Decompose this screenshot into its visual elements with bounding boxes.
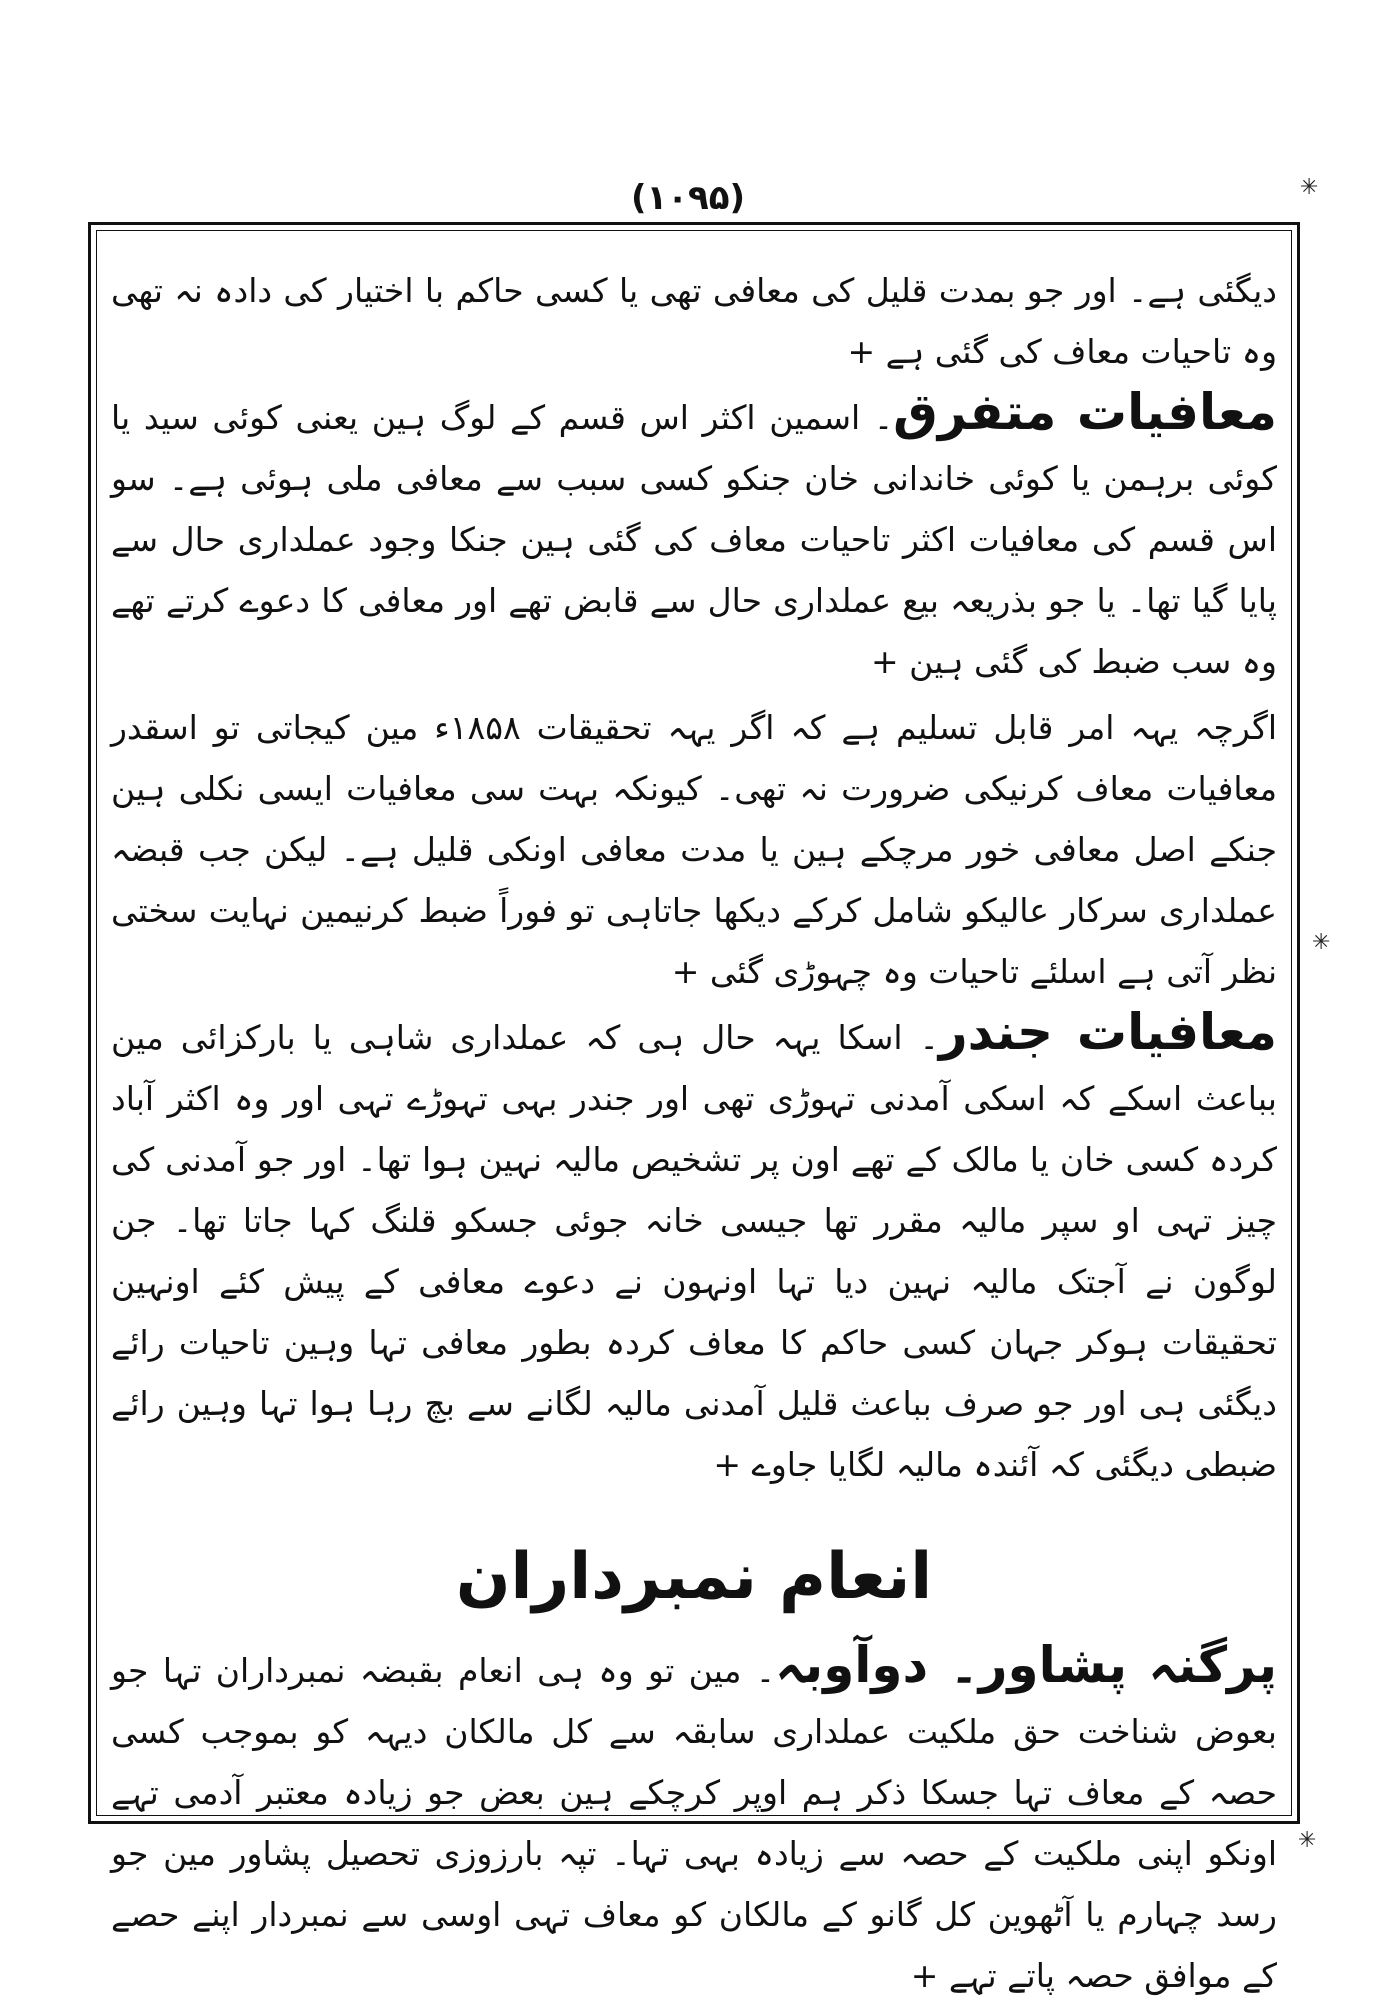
paragraph-text: ۔ اسمین اکثر اس قسم کے لوگ ہین یعنی کوئی سید یا کوئی برہمن یا کوئی خاندانی خان جنکو کسی سبب سے معافی ملی ہوئی ہے۔ سو اس قسم کی معافیات اکثر تاحیات معاف کی گئی ہین جنکا وجود عملداری حال سے پایا گیا تھا۔ یا جو بذریعہ بیع عملداری حال سے قابض تھے اور معافی کا دعوے کرتے تھے وہ سب ضبط کی گئی ہین + <box>111 398 1277 681</box>
text-frame <box>88 222 1300 1995</box>
paragraph-heading: معافیات جندر <box>938 1003 1278 1061</box>
paragraph-mill-grants <box>111 1002 1277 1495</box>
paragraph-peshawar-doaba <box>111 1635 1277 2006</box>
paragraph-heading: پرگنہ پشاور۔ دوآوبہ <box>775 1636 1278 1694</box>
paragraph-text: ۔ اسکا یہہ حال ہی کہ عملداری شاہی یا بارکزائی مین بباعث اسکے کہ اسکی آمدنی تہوڑی تھی اور جندر بہی تہوڑے تہی اور وہ اکثر آباد کردہ کسی خان یا مالک کے تھے اون پر تشخیص مالیہ نہین ہوا تھا۔ اور جو آمدنی کی چیز تہی او سپر مالیہ مقرر تھا جیسی خانہ جوئی جسکو قلنگ کہا جاتا تھا۔ جن لوگون نے آجتک مالیہ نہین دیا تہا اونہون نے دعوے معافی کے پیش کئے اونہین تحقیقات ہوکر جہان کسی حاکم کا معاف کردہ بطور معافی تہا وہین تاحیات رائے دیگئی ہی اور جو صرف بباعث قلیل آمدنی مالیہ لگانے سے بچ رہا ہوا تہا وہین رائے ضبطی دیگئی کہ آئندہ مالیہ لگایا جاوے + <box>111 1018 1277 1484</box>
paragraph-continuation <box>111 255 1277 382</box>
page-number: (۱۰۹۵) <box>630 178 746 218</box>
paragraph-text: ۔ مین تو وہ ہی انعام بقبضہ نمبرداران تہا جو بعوض شناخت حق ملکیت عملداری سابقہ سے کل مالکان دیہہ کو بموجب کسی حصہ کے معاف تہا جسکا ذکر ہم اوپر کرچکے ہین بعض جو زیادہ معتبر آدمی تہے اونکو اپنی ملکیت کے حصہ سے زیادہ بہی تہا۔ تپہ بارزوزی تحصیل پشاور مین جو رسد چہارم یا آٹھوین کل گانو کے مالکان کو معاف تہی اوسی سے نمبردار اپنے حصے کے موافق حصہ پاتے تہے + <box>111 1651 1277 1995</box>
paragraph-miscellaneous-grants <box>111 382 1277 692</box>
page-content <box>111 255 1278 1995</box>
scan-speck-mark: ✳ <box>1298 1828 1317 1853</box>
paragraph-text: اگرچہ یہہ امر قابل تسلیم ہے کہ اگر یہہ تحقیقات ۱۸۵۸ء مین کیجاتی تو اسقدر معافیات معاف کرنیکی ضرورت نہ تھی۔ کیونکہ بہت سی معافیات ایسی نکلی ہین جنکے اصل معافی خور مرچکے ہین یا مدت معافی اونکی قلیل ہے۔ لیکن جب قبضہ عملداری سرکار عالیکو شامل کرکے دیکھا جاتاہی تو فوراً ضبط کرنیمین نہایت سختی نظر آتی ہے اسلئے تاحیات وہ چہوڑی گئی + <box>111 708 1278 991</box>
section-title: انعام نمبرداران <box>455 1540 933 1614</box>
paragraph-text: دیگئی ہے۔ اور جو بمدت قلیل کی معافی تھی یا کسی حاکم با اختیار کی دادہ نہ تھی وہ تاحیات معاف کی گئی ہے + <box>111 271 1277 371</box>
paragraph-note <box>111 692 1277 1002</box>
scan-speck-mark: ✳ <box>1312 930 1331 955</box>
scan-speck-mark: ✳ <box>1300 175 1319 200</box>
paragraph-heading: معافیات متفرق <box>893 383 1277 441</box>
